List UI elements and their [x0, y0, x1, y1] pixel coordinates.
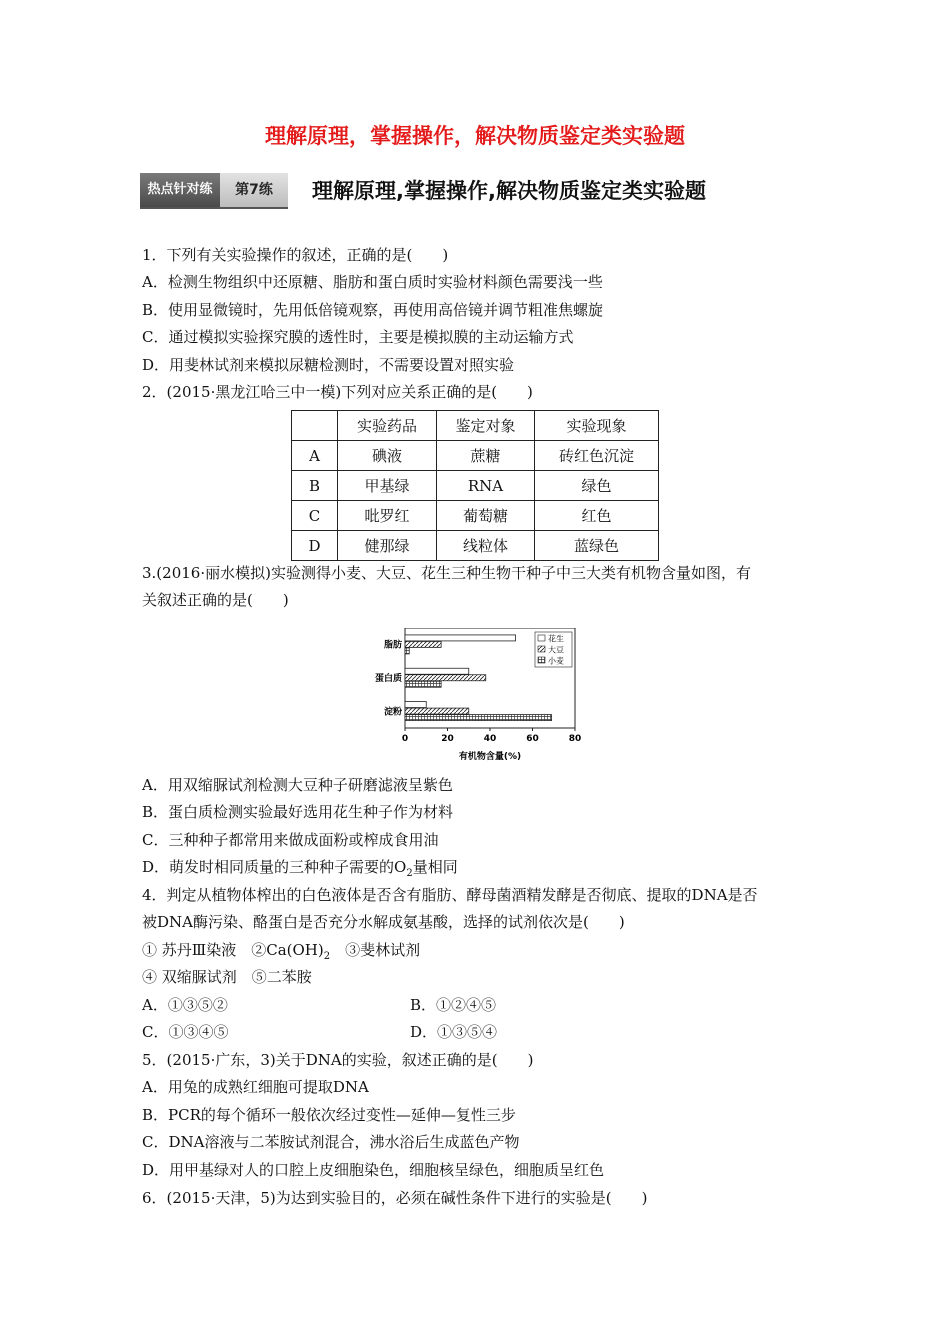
q3-option-d-subscript: 2: [406, 868, 413, 879]
chart-bar: [405, 641, 441, 647]
chart-bar: [405, 668, 469, 674]
q1-option-c: C．通过模拟实验探究膜的透性时，主要是模拟膜的主动运输方式: [142, 328, 574, 346]
chart-legend-label: 小麦: [548, 656, 564, 666]
chart-tick-label: 80: [568, 734, 582, 744]
table-cell: 甲基绿: [338, 471, 437, 501]
q5-option-c: C．DNA溶液与二苯胺试剂混合，沸水浴后生成蓝色产物: [142, 1133, 520, 1151]
q1-stem: 1．下列有关实验操作的叙述，正确的是( ): [142, 246, 449, 264]
table-header-cell: 实验药品: [338, 411, 437, 441]
q5-stem: 5．(2015·广东，3)关于DNA的实验，叙述正确的是( ): [142, 1051, 534, 1069]
chart-category-label: 淀粉: [383, 707, 402, 718]
table-cell: 葡萄糖: [437, 501, 535, 531]
organic-content-chart: [360, 628, 590, 768]
q4-option-a: A．①③⑤②: [142, 996, 228, 1014]
table-row: [292, 531, 659, 561]
chart-tick-label: 40: [483, 734, 497, 744]
q3-option-b: B．蛋白质检测实验最好选用花生种子作为材料: [142, 803, 454, 821]
chart-tick-label: 0: [401, 734, 409, 744]
q4-reagents-tail: ③斐林试剂: [330, 941, 421, 959]
table-cell: 绿色: [535, 471, 659, 501]
chart-category-label: 蛋白质: [374, 674, 402, 684]
chart-tick-label: 20: [441, 734, 454, 744]
chart-category-labels: [375, 639, 402, 718]
table-header-row: [292, 411, 659, 441]
chart-legend: [535, 632, 572, 667]
table-cell: 线粒体: [437, 531, 535, 561]
chart-bar: [405, 675, 486, 681]
q4-stem-line2: 被DNA酶污染、酪蛋白是否充分水解成氨基酸，选择的试剂依次是( ): [142, 913, 625, 931]
q3-option-c: C．三种种子都常用来做成面粉或榨成食用油: [142, 831, 439, 849]
q6-stem: 6．(2015·天津，5)为达到实验目的，必须在碱性条件下进行的实验是( ): [142, 1189, 648, 1207]
q4-reagents-line1: [142, 940, 420, 967]
q4-reagents-line2: ④ 双缩脲试剂 ⑤二苯胺: [142, 968, 312, 986]
chart-bar: [405, 635, 516, 641]
table-cell: 砖红色沉淀: [535, 441, 659, 471]
chart-category-label: 脂肪: [383, 640, 402, 651]
q1-option-d: D．用斐林试剂来模拟尿糖检测时，不需要设置对照实验: [142, 356, 515, 374]
q5-option-b: B．PCR的每个循环一般依次经过变性—延伸—复性三步: [142, 1106, 516, 1124]
q3-option-d-text: D．萌发时相同质量的三种种子需要的O: [142, 858, 407, 876]
q4-option-d: D．①③⑤④: [410, 1023, 498, 1041]
table-cell: A: [292, 441, 338, 471]
banner-title: 理解原理,掌握操作,解决物质鉴定类实验题: [312, 179, 706, 203]
q3-option-a: A．用双缩脲试剂检测大豆种子研磨滤液呈紫色: [142, 776, 453, 794]
table-cell: C: [292, 501, 338, 531]
chart-legend-swatch: [538, 646, 545, 652]
chart-legend-swatch: [538, 635, 545, 641]
table-cell: D: [292, 531, 338, 561]
q5-option-a: A．用兔的成熟红细胞可提取DNA: [142, 1078, 369, 1096]
table-header-cell: [292, 411, 338, 441]
table-cell: 吡罗红: [338, 501, 437, 531]
chart-legend-label: 大豆: [548, 645, 564, 655]
table-cell: 蔗糖: [437, 441, 535, 471]
q3-option-d: [142, 857, 458, 884]
table-row: [292, 471, 659, 501]
q3-option-d-tail: 量相同: [412, 858, 458, 876]
q2-table: [291, 410, 659, 561]
table-cell: 红色: [535, 501, 659, 531]
banner-lesson: 第7练: [235, 182, 273, 198]
chart-bar: [405, 648, 409, 654]
chart-bar: [405, 681, 441, 687]
q1-option-b: B．使用显微镜时，先用低倍镜观察，再使用高倍镜并调节粗准焦螺旋: [142, 301, 604, 319]
q4-reagents-text: ① 苏丹Ⅲ染液 ②Ca(OH): [142, 941, 324, 959]
table-cell: 碘液: [338, 441, 437, 471]
chart-legend-swatch: [538, 657, 545, 663]
banner-tag: 热点针对练: [140, 173, 220, 207]
q5-option-d: D．用甲基绿对人的口腔上皮细胞染色，细胞核呈绿色，细胞质呈红色: [142, 1161, 605, 1179]
table-header-cell: 实验现象: [535, 411, 659, 441]
q4-reagents-subscript: 2: [323, 951, 331, 962]
banner-tag-block: [140, 173, 288, 209]
chart-bar: [405, 708, 469, 714]
q1-option-a: A．检测生物组织中还原糖、脂肪和蛋白质时实验材料颜色需要浅一些: [142, 273, 603, 291]
chart-bar: [405, 702, 426, 708]
q3-stem-line1: 3.(2016·丽水模拟)实验测得小麦、大豆、花生三种生物干种子中三大类有机物含量如图，有: [142, 564, 751, 582]
q4-option-c: C．①③④⑤: [142, 1023, 229, 1041]
table-cell: 健那绿: [338, 531, 437, 561]
chart-bars: [405, 635, 552, 721]
q2-stem: 2．(2015·黑龙江哈三中一模)下列对应关系正确的是( ): [142, 383, 533, 401]
table-row: [292, 441, 659, 471]
q3-stem-line2: 关叙述正确的是( ): [142, 591, 289, 609]
table-cell: 蓝绿色: [535, 531, 659, 561]
q4-option-b: B．①②④⑤: [410, 996, 497, 1014]
table-cell: B: [292, 471, 338, 501]
chart-x-axis-label: 有机物含量(%): [458, 752, 522, 762]
page-title: 理解原理，掌握操作，解决物质鉴定类实验题: [265, 124, 685, 148]
chart-tick-label: 60: [526, 734, 539, 744]
q4-stem-line1: 4．判定从植物体榨出的白色液体是否含有脂肪、酵母菌酒精发酵是否彻底、提取的DNA是否: [142, 886, 758, 904]
table-row: [292, 501, 659, 531]
chart-x-ticks: [402, 728, 581, 744]
table-cell: RNA: [437, 471, 535, 501]
section-banner: [140, 173, 790, 207]
chart-bar: [405, 715, 552, 721]
chart-legend-label: 花生: [548, 634, 564, 644]
table-header-cell: 鉴定对象: [437, 411, 535, 441]
